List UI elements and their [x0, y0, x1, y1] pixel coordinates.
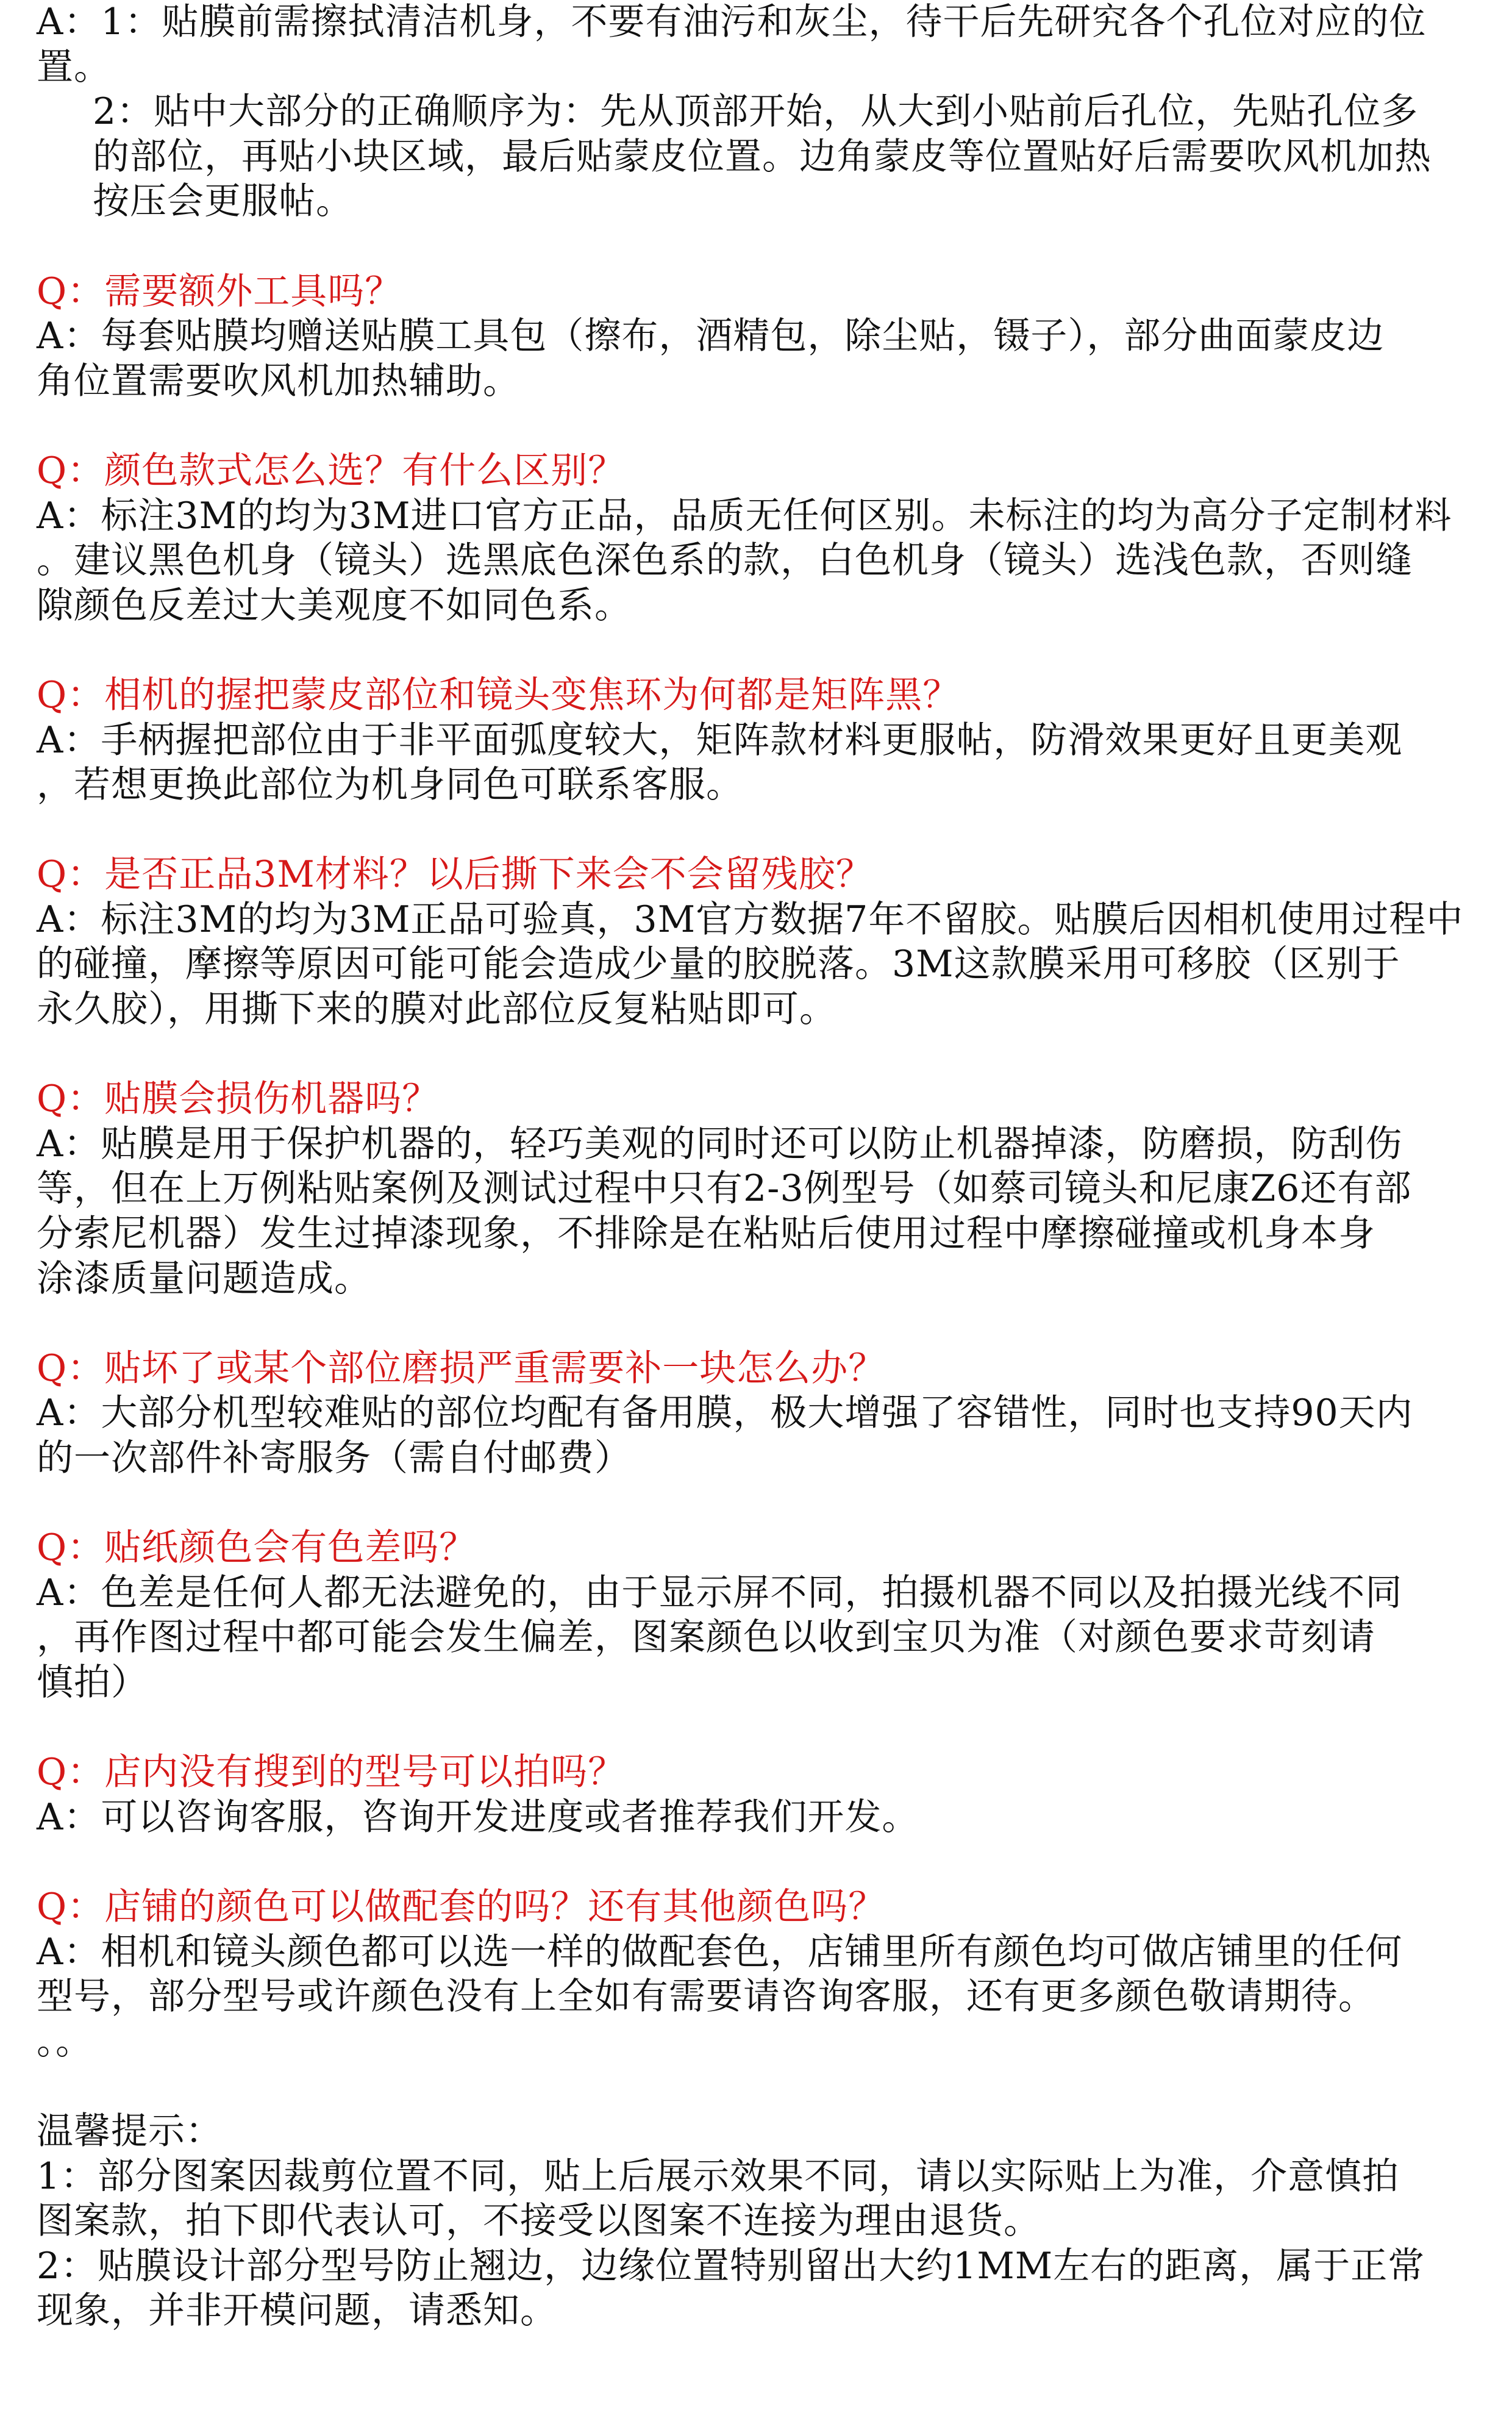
faq-answer-line: A：相机和镜头颜色都可以选一样的做配套色，店铺里所有颜色均可做店铺里的任何: [37, 1930, 1403, 1973]
tips-line: 1：部分图案因裁剪位置不同，贴上后展示效果不同，请以实际贴上为准，介意慎拍: [37, 2154, 1400, 2198]
faq-answer-line: ，再作图过程中都可能会发生偏差，图案颜色以收到宝贝为准（对颜色要求苛刻请: [37, 1616, 1375, 1659]
faq-answer-line: 分索尼机器）发生过掉漆现象，不排除是在粘贴后使用过程中摩擦碰撞或机身本身: [37, 1212, 1375, 1256]
faq-question: Q：相机的握把蒙皮部位和镜头变焦环为何都是矩阵黑？: [37, 673, 960, 717]
faq-answer-line: 。建议黑色机身（镜头）选黑底色深色系的款，白色机身（镜头）选浅色款，否则缝: [37, 539, 1413, 582]
faq-answer-line: A：色差是任何人都无法避免的，由于显示屏不同，拍摄机器不同以及拍摄光线不同: [37, 1571, 1403, 1614]
section-spacer: [37, 1301, 1439, 1346]
faq-question: Q：是否正品3M材料？以后撕下来会不会留残胶？: [37, 853, 873, 896]
faq-question: Q：需要额外工具吗？: [37, 270, 402, 313]
faq-answer-line: ，若想更换此部位为机身同色可联系客服。: [37, 763, 743, 807]
faq-answer-line: A：大部分机型较难贴的部位均配有备用膜，极大增强了容错性，同时也支持90天内: [37, 1392, 1413, 1435]
section-spacer: [37, 1032, 1439, 1078]
faq-answer-line: 2：贴中大部分的正确顺序为：先从顶部开始，从大到小贴前后孔位，先贴孔位多: [93, 90, 1419, 134]
section-spacer: [37, 2064, 1439, 2109]
section-spacer: [37, 628, 1439, 673]
section-spacer: [37, 1481, 1439, 1526]
faq-answer-line: 等，但在上万例粘贴案例及测试过程中只有2-3例型号（如蔡司镜头和尼康Z6还有部: [37, 1167, 1412, 1210]
faq-question: Q：店铺的颜色可以做配套的吗？还有其他颜色吗？: [37, 1885, 886, 1928]
faq-answer-line: A：贴膜是用于保护机器的，轻巧美观的同时还可以防止机器掉漆，防磨损，防刮伤: [37, 1122, 1403, 1165]
faq-answer-line: A：可以咨询客服，咨询开发进度或者推荐我们开发。: [37, 1795, 919, 1839]
faq-document: [37, 0, 1464, 2334]
faq-answer-line: 隙颜色反差过大美观度不如同色系。: [37, 584, 632, 627]
section-spacer: [37, 1706, 1439, 1751]
section-spacer: [37, 808, 1439, 853]
faq-answer-line: 角位置需要吹风机加热辅助。: [37, 359, 520, 402]
tips-line: 现象，并非开模问题，请悉知。: [37, 2289, 557, 2333]
faq-question: Q：店内没有搜到的型号可以拍吗？: [37, 1751, 626, 1794]
faq-answer-line: A：每套贴膜均赠送贴膜工具包（擦布，酒精包，除尘贴，镊子），部分曲面蒙皮边: [37, 315, 1385, 358]
tips-title: 温馨提示：: [37, 2109, 223, 2153]
faq-answer-line: 涂漆质量问题造成。: [37, 1257, 371, 1300]
faq-answer-line: A：手柄握把部位由于非平面弧度较大，矩阵款材料更服帖，防滑效果更好且更美观: [37, 718, 1403, 762]
faq-answer-line: A：标注3M的均为3M正品可验真，3M官方数据7年不留胶。贴膜后因相机使用过程中: [37, 898, 1464, 941]
faq-question: Q：贴坏了或某个部位磨损严重需要补一块怎么办？: [37, 1346, 886, 1390]
faq-answer-line: 慎拍）: [37, 1661, 148, 1704]
tips-line: 2：贴膜设计部分型号防止翘边，边缘位置特别留出大约1MM左右的距离，属于正常: [37, 2244, 1425, 2287]
section-spacer: [37, 1840, 1439, 1885]
faq-answer-line: A：1：贴膜前需擦拭清洁机身，不要有油污和灰尘，待干后先研究各个孔位对应的位: [37, 1, 1427, 43]
faq-question: Q：颜色款式怎么选？有什么区别？: [37, 449, 626, 492]
section-spacer: [37, 404, 1439, 449]
faq-answer-line: 永久胶），用撕下来的膜对此部位反复粘贴即可。: [37, 988, 836, 1031]
faq-answer-line: 置。: [37, 45, 111, 88]
faq-answer-line: 型号，部分型号或许颜色没有上全如有需要请咨询客服，还有更多颜色敬请期待。: [37, 1975, 1375, 2018]
faq-question: Q：贴纸颜色会有色差吗？: [37, 1526, 477, 1570]
section-spacer: [37, 224, 1439, 270]
faq-answer-line: 。。: [37, 2020, 93, 2063]
faq-answer-line: 的一次部件补寄服务（需自付邮费）: [37, 1437, 632, 1479]
faq-question: Q：贴膜会损伤机器吗？: [37, 1078, 440, 1121]
faq-answer-line: 按压会更服帖。: [93, 180, 353, 223]
faq-answer-line: 的部位，再贴小块区域，最后贴蒙皮位置。边角蒙皮等位置贴好后需要吹风机加热: [93, 135, 1432, 178]
tips-line: 图案款，拍下即代表认可，不接受以图案不连接为理由退货。: [37, 2200, 1041, 2243]
faq-answer-line: A：标注3M的均为3M进口官方正品，品质无任何区别。未标注的均为高分子定制材料: [37, 494, 1452, 537]
faq-answer-line: 的碰撞，摩擦等原因可能可能会造成少量的胶脱落。3M这款膜采用可移胶（区别于: [37, 943, 1400, 986]
